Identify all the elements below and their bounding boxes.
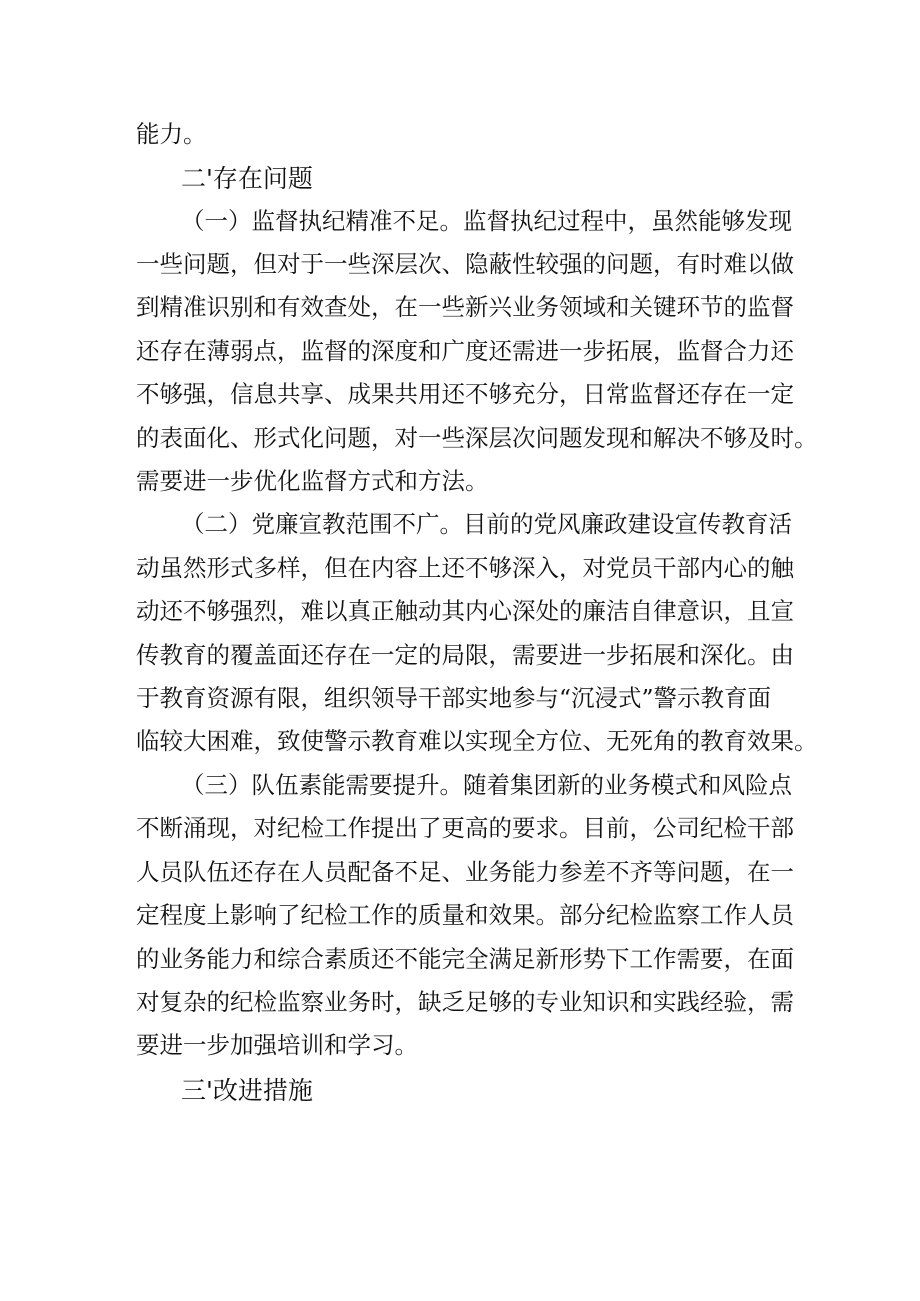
para2-line-2: 动虽然形式多样，但在内容上还不够深入，对党员干部内心的触 xyxy=(136,554,794,582)
para3-line-3: 人员队伍还存在人员配备不足、业务能力参差不齐等问题，在一 xyxy=(136,858,794,886)
para1-line-1: （一）监督执纪精准不足。监督执纪过程中，虽然能够发现 xyxy=(181,207,792,235)
para3-line-4: 定程度上影响了纪检工作的质量和效果。部分纪检监察工作人员 xyxy=(136,901,794,929)
para1-line-3: 到精准识别和有效查处，在一些新兴业务领域和关键环节的监督 xyxy=(136,293,794,321)
para2-line-4: 传教育的覆盖面还存在一定的局限，需要进一步拓展和深化。由 xyxy=(136,641,794,669)
section3-heading: 三'改进措施 xyxy=(181,1076,313,1105)
para3-line-7: 要进一步加强培训和学习。 xyxy=(136,1031,418,1059)
para2-line-1: （二）党廉宣教范围不广。目前的党风廉政建设宣传教育活 xyxy=(181,510,792,538)
para3-line-6: 对复杂的纪检监察业务时，缺乏足够的专业知识和实践经验，需 xyxy=(136,988,794,1016)
para3-line-2: 不断涌现，对纪检工作提出了更高的要求。目前，公司纪检干部 xyxy=(136,814,794,842)
para3-line-5: 的业务能力和综合素质还不能完全满足新形势下工作需要，在面 xyxy=(136,945,794,973)
para1-line-2: 一些问题，但对于一些深层次、隐蔽性较强的问题，有时难以做 xyxy=(136,250,794,278)
intro-tail-line: 能力。 xyxy=(136,120,207,148)
para2-line-5: 于教育资源有限，组织领导干部实地参与“沉浸式”警示教育面 xyxy=(136,684,772,712)
section2-heading: 二'存在问题 xyxy=(181,164,313,193)
para1-line-4: 还存在薄弱点，监督的深度和广度还需进一步拓展，监督合力还 xyxy=(136,337,794,365)
para2-line-6: 临较大困难，致使警示教育难以实现全方位、无死角的教育效果。 xyxy=(136,727,818,755)
para3-line-1: （三）队伍素能需要提升。随着集团新的业务模式和风险点 xyxy=(181,771,792,799)
para2-line-3: 动还不够强烈，难以真正触动其内心深处的廉洁自律意识，且宣 xyxy=(136,597,794,625)
para1-line-5: 不够强，信息共享、成果共用还不够充分，日常监督还存在一定 xyxy=(136,380,794,408)
para1-line-7: 需要进一步优化监督方式和方法。 xyxy=(136,467,489,495)
para1-line-6: 的表面化、形式化问题，对一些深层次问题发现和解决不够及时。 xyxy=(136,424,818,452)
